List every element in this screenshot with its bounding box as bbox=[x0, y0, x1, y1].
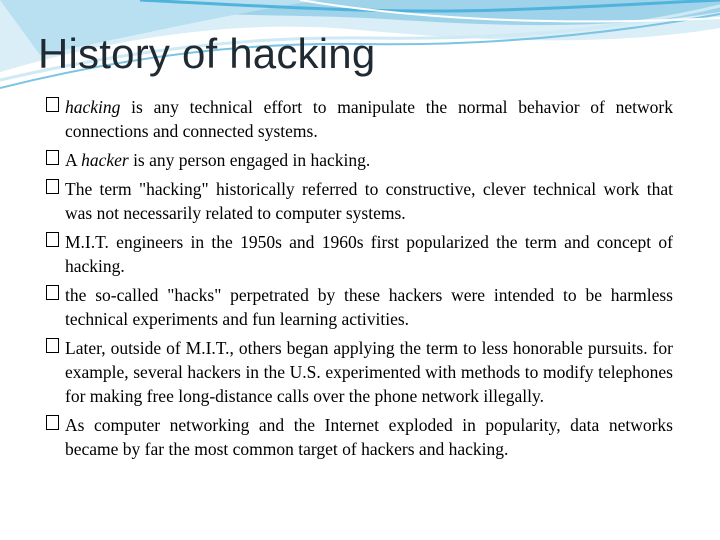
bullet-item bbox=[48, 95, 673, 143]
bullet-item bbox=[48, 177, 673, 225]
bullet-list bbox=[48, 95, 673, 466]
bullet-item bbox=[48, 148, 673, 172]
bullet-item bbox=[48, 413, 673, 461]
box-bullet-icon bbox=[46, 283, 59, 307]
bullet-text: the so-called "hacks" perpetrated by these hackers were intended to be harmless technical experiments and fun learning activities. bbox=[65, 285, 673, 329]
bullet-prefix: A bbox=[65, 150, 82, 170]
bullet-item bbox=[48, 230, 673, 278]
bullet-emphasis: hacker bbox=[81, 150, 129, 170]
slide-title: History of hacking bbox=[38, 30, 376, 77]
bullet-text: is any technical effort to manipulate the normal behavior of network connections and connected systems. bbox=[65, 97, 673, 141]
bullet-item bbox=[48, 336, 673, 408]
bullet-text: is any person engaged in hacking. bbox=[128, 150, 371, 170]
box-bullet-icon bbox=[46, 95, 59, 119]
box-bullet-icon bbox=[46, 177, 59, 201]
bullet-text: Later, outside of M.I.T., others began applying the term to less honorable pursuits. for example, several hackers in the U.S. experimented with methods to modify telephones for making free long-distance calls over the phone network illegally. bbox=[65, 338, 673, 406]
bullet-emphasis: hacking bbox=[65, 97, 121, 117]
box-bullet-icon bbox=[46, 336, 59, 360]
bullet-text: As computer networking and the Internet exploded in popularity, data networks became by far the most common target of hackers and hacking. bbox=[65, 415, 673, 459]
box-bullet-icon bbox=[46, 148, 59, 172]
bullet-text: M.I.T. engineers in the 1950s and 1960s first popularized the term and concept of hacking. bbox=[65, 232, 673, 276]
bullet-text: The term "hacking" historically referred to constructive, clever technical work that was not necessarily related to computer systems. bbox=[65, 179, 673, 223]
bullet-item bbox=[48, 283, 673, 331]
box-bullet-icon bbox=[46, 230, 59, 254]
box-bullet-icon bbox=[46, 413, 59, 437]
